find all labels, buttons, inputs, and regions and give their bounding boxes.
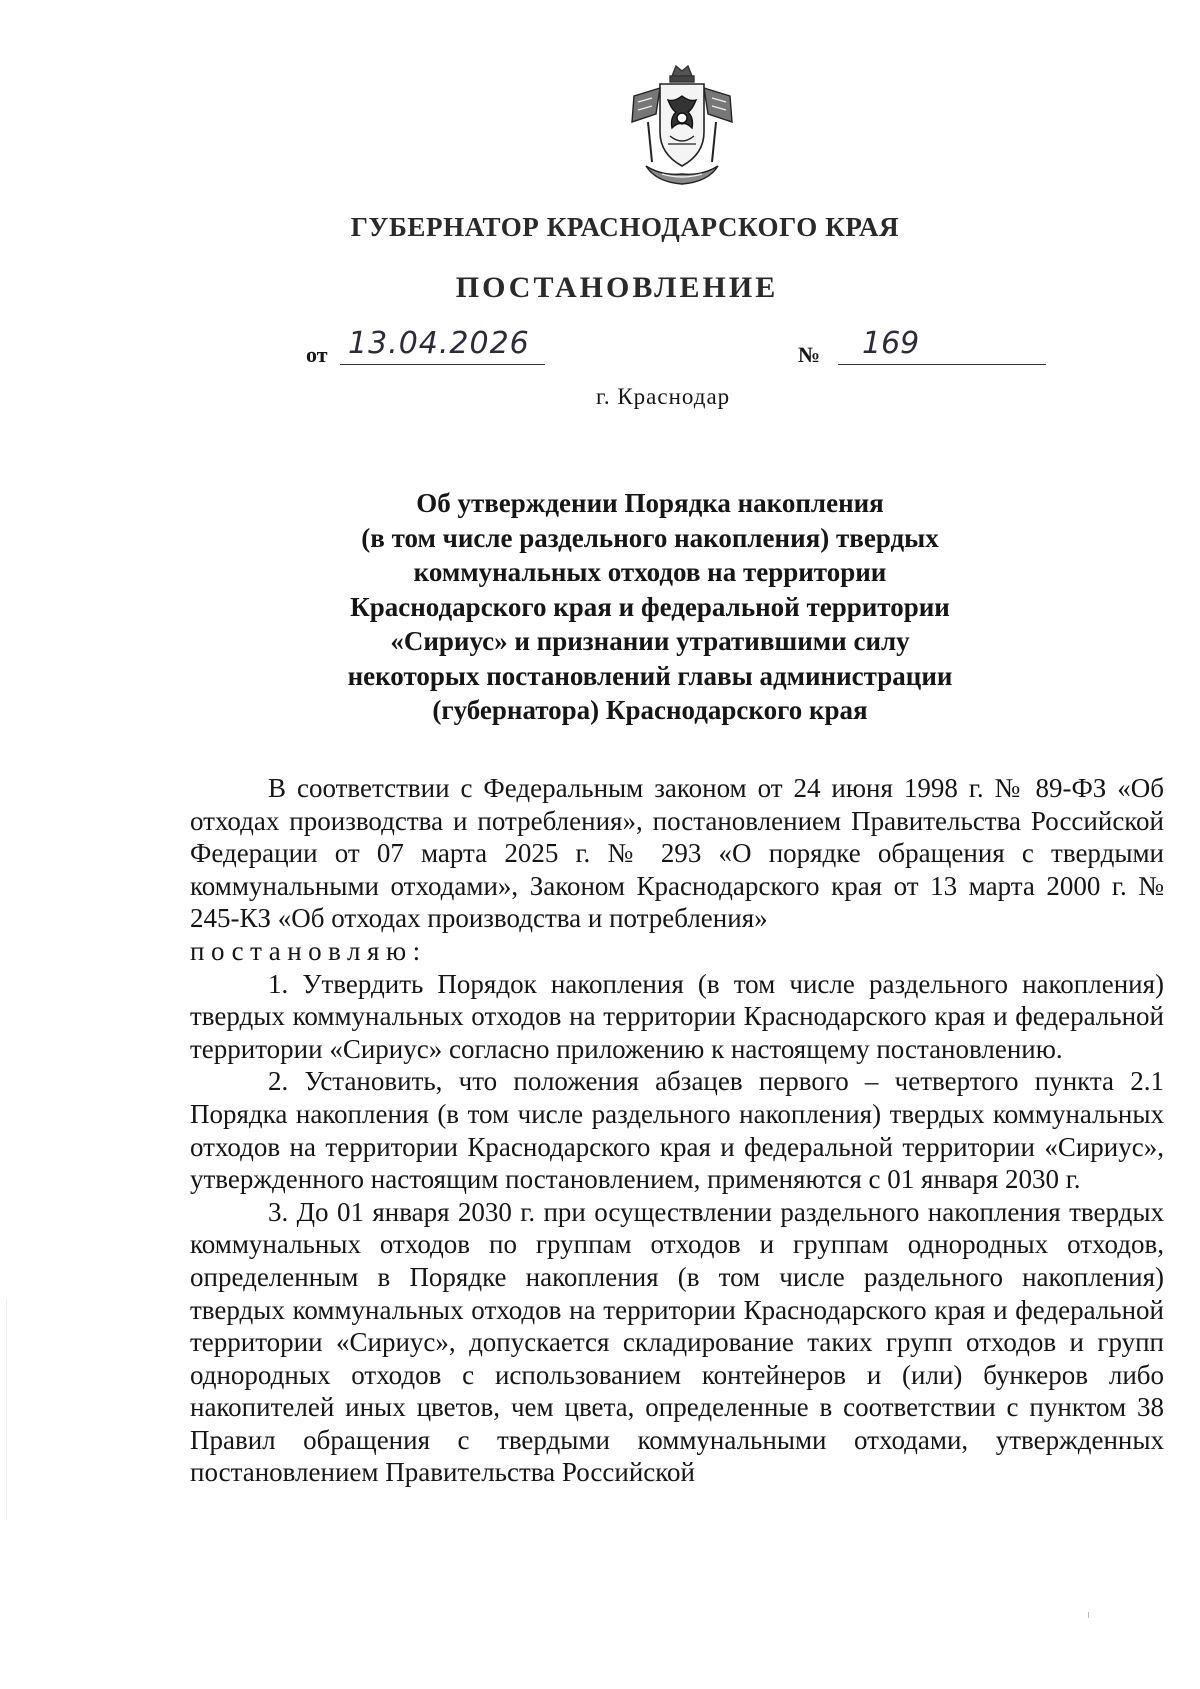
scan-dust-mark xyxy=(1088,1612,1089,1618)
document-date: 13.04.2026 xyxy=(340,326,545,365)
title-line: (губернатора) Краснодарского края xyxy=(432,695,868,725)
title-line: некоторых постановлений главы администрации xyxy=(347,660,953,691)
title-line: Краснодарского края и федеральной территории xyxy=(350,591,950,622)
clause-2: 2. Установить, что положения абзацев первого – четвертого пункта 2.1 Порядка накопления (в том числе раздельного накопления) твердых коммунальных отходов на территории Краснодарского края и федеральной территории «Сириус», утвержденного настоящим постановлением, применяются с 01 января 2030 г. xyxy=(190,1066,1164,1195)
issuing-authority: ГУБЕРНАТОР КРАСНОДАРСКОГО КРАЯ xyxy=(350,212,900,242)
scan-edge-mark xyxy=(6,1300,7,1520)
date-prefix: от xyxy=(306,342,328,367)
resolve-word: постановляю: xyxy=(190,935,427,966)
title-line: Об утверждении Порядка накопления xyxy=(416,488,884,518)
coat-of-arms-emblem xyxy=(612,62,752,190)
title-line: «Сириус» и признании утратившими силу xyxy=(390,626,910,656)
title-line: коммунальных отходов на территории xyxy=(413,557,887,587)
issue-city: г. Краснодар xyxy=(596,384,731,409)
clause-3: 3. До 01 января 2030 г. при осуществлении раздельного накопления твердых коммунальных отходов по группам отходов и группам однородных отходов, определенным в Порядке накопления (в том числе раздельного накопления) твердых коммунальных отходов на территории Краснодарского края и федеральной территории «Сириус», допускается складирование таких групп отходов и групп однородных отходов с использованием контейнеров и (или) бункеров либо накопителей иных цветов, чем цвета, определенные в соответствии с пунктом 38 Правил обращения с твердыми коммунальными отходами, утвержденных постановлением Правительства Российской xyxy=(190,1196,1164,1488)
document-number: 169 xyxy=(838,326,1046,365)
clause-1: 1. Утвердить Порядок накопления (в том числе раздельного накопления) твердых коммунальных отходов на территории Краснодарского края и федеральной территории «Сириус» согласно приложению к настоящему постановлению. xyxy=(190,968,1164,1064)
document-type: ПОСТАНОВЛЕНИЕ xyxy=(455,271,779,304)
number-prefix: № xyxy=(798,342,821,367)
document-body xyxy=(190,772,1164,1489)
document-title xyxy=(300,486,1000,728)
preamble-paragraph: В соответствии с Федеральным законом от 24 июня 1998 г. № 89-ФЗ «Об отходах производства и потребления», постановлением Правительства Российской Федерации от 07 марта 2025 г. № 293 «О порядке обращения с твердыми коммунальными отходами», Законом Краснодарского края от 13 марта 2000 г. № 245-КЗ «Об отходах производства и потребления» xyxy=(190,773,1164,934)
title-line: (в том числе раздельного накопления) твердых xyxy=(361,522,939,553)
